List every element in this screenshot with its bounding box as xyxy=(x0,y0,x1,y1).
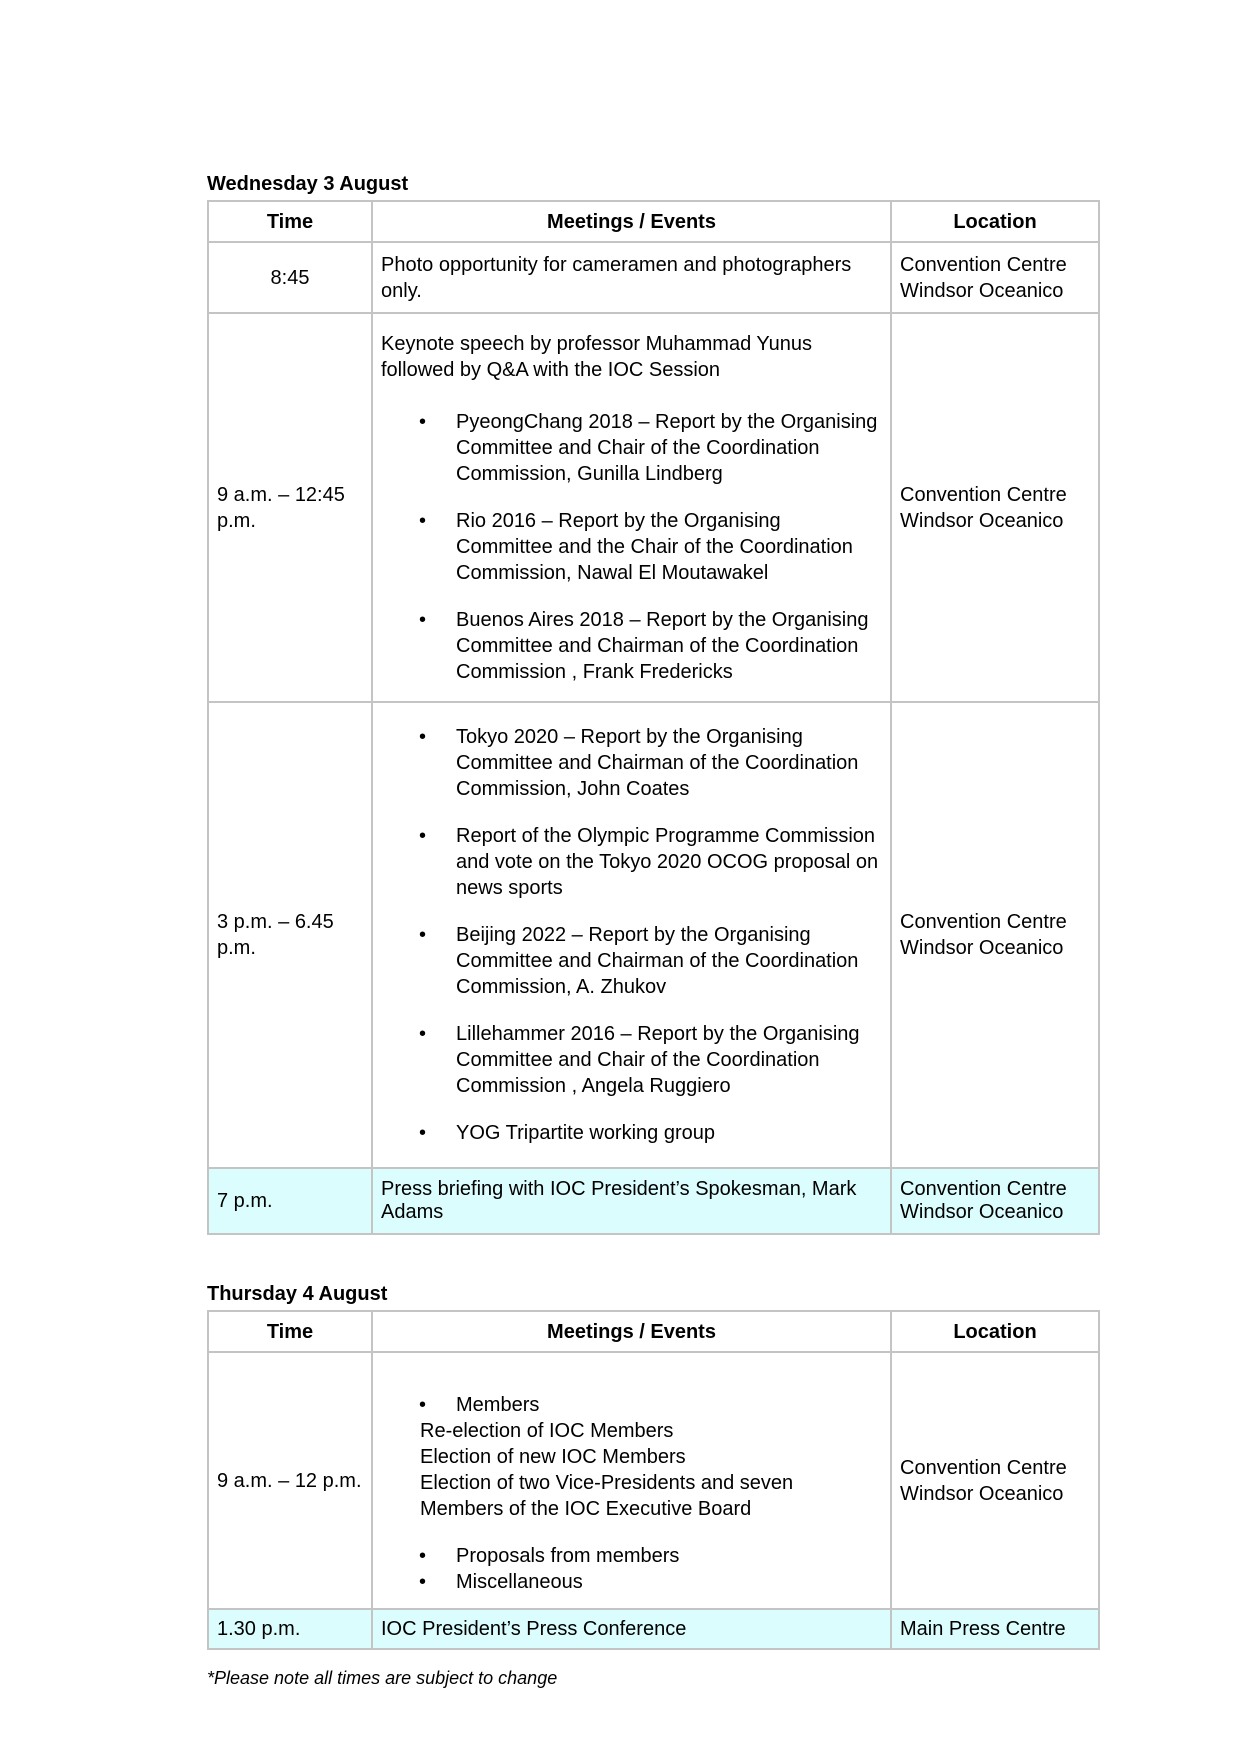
location-line: Windsor Oceanico xyxy=(900,279,1064,302)
table-header-row xyxy=(208,1311,1099,1352)
location-cell xyxy=(891,1609,1099,1649)
schedule-table-thursday xyxy=(207,1310,1100,1650)
location-cell xyxy=(891,1352,1099,1609)
day-heading-wednesday: Wednesday 3 August xyxy=(207,173,409,195)
footnote: *Please note all times are subject to change xyxy=(207,1668,558,1688)
list-item: • Miscellaneous xyxy=(381,1569,882,1595)
column-header-time: Time xyxy=(208,1311,372,1352)
event-bullet-list xyxy=(381,409,882,685)
event-text: Keynote speech by professor Muhammad Yunus followed by Q&A with the IOC Session xyxy=(381,332,812,381)
list-line: Election of new IOC Members xyxy=(420,1446,686,1468)
list-item: • Tokyo 2020 – Report by the Organising Committee and Chairman of the Coordination Commission, John Coates xyxy=(381,724,882,802)
list-item: • Buenos Aires 2018 – Report by the Organising Committee and Chairman of the Coordination Commission , Frank Fredericks xyxy=(381,607,882,685)
table-row xyxy=(208,1352,1099,1609)
list-item: • Rio 2016 – Report by the Organising Committee and the Chair of the Coordination Commission, Nawal El Moutawakel xyxy=(381,508,882,586)
column-header-location: Location xyxy=(891,201,1099,242)
column-header-location: Location xyxy=(891,1311,1099,1352)
event-bullet-list xyxy=(381,1392,882,1418)
location-line: Windsor Oceanico xyxy=(900,937,1064,959)
location-line: Convention Centre xyxy=(900,911,1067,933)
time-cell: 9 a.m. – 12:45 p.m. xyxy=(208,313,372,702)
time-cell: 9 a.m. – 12 p.m. xyxy=(208,1352,372,1609)
list-item: • Report of the Olympic Programme Commission and vote on the Tokyo 2020 OCOG proposal on news sports xyxy=(381,823,882,901)
time-cell: 7 p.m. xyxy=(208,1168,372,1234)
list-item: • YOG Tripartite working group xyxy=(381,1120,882,1146)
day-heading-thursday: Thursday 4 August xyxy=(207,1283,388,1305)
location-line: Windsor Oceanico xyxy=(900,509,1064,532)
event-bullet-list xyxy=(381,724,882,1146)
location-line: Main Press Centre xyxy=(900,1618,1066,1640)
event-cell: Photo opportunity for cameramen and photographers only. xyxy=(372,242,891,313)
location-cell xyxy=(891,242,1099,313)
event-cell xyxy=(372,313,891,702)
event-cell xyxy=(372,1352,891,1609)
location-line: Convention Centre xyxy=(900,1456,1067,1479)
table-row xyxy=(208,313,1099,702)
list-item: • Proposals from members xyxy=(381,1543,882,1569)
event-cell: IOC President’s Press Conference xyxy=(372,1609,891,1649)
list-item: • Members xyxy=(381,1392,882,1418)
location-cell xyxy=(891,1168,1099,1234)
column-header-events: Meetings / Events xyxy=(372,201,891,242)
location-cell xyxy=(891,702,1099,1168)
list-line: Election of two Vice-Presidents and seven xyxy=(420,1472,794,1494)
event-cell: Press briefing with IOC President’s Spokesman, Mark Adams xyxy=(372,1168,891,1234)
list-line: Re-election of IOC Members xyxy=(420,1420,674,1442)
list-item: • PyeongChang 2018 – Report by the Organising Committee and Chair of the Coordination Commission, Gunilla Lindberg xyxy=(381,409,882,487)
table-row xyxy=(208,702,1099,1168)
table-row xyxy=(208,1609,1099,1649)
event-cell xyxy=(372,702,891,1168)
list-line: Members of the IOC Executive Board xyxy=(420,1498,752,1520)
table-header-row xyxy=(208,201,1099,242)
table-row xyxy=(208,242,1099,313)
list-item: • Lillehammer 2016 – Report by the Organising Committee and Chair of the Coordination Commission , Angela Ruggiero xyxy=(381,1021,882,1099)
location-line: Windsor Oceanico xyxy=(900,1201,1064,1223)
event-bullet-list xyxy=(381,1543,882,1595)
time-cell: 8:45 xyxy=(208,242,372,313)
schedule-table-wednesday xyxy=(207,200,1100,1235)
column-header-events: Meetings / Events xyxy=(372,1311,891,1352)
location-line: Convention Centre xyxy=(900,253,1067,276)
location-line: Windsor Oceanico xyxy=(900,1482,1064,1505)
location-line: Convention Centre xyxy=(900,1178,1067,1200)
election-lines xyxy=(381,1418,882,1522)
location-cell xyxy=(891,313,1099,702)
time-cell: 3 p.m. – 6.45 p.m. xyxy=(208,702,372,1168)
column-header-time: Time xyxy=(208,201,372,242)
location-line: Convention Centre xyxy=(900,483,1067,506)
list-item: • Beijing 2022 – Report by the Organising Committee and Chairman of the Coordination Commission, A. Zhukov xyxy=(381,922,882,1000)
table-row xyxy=(208,1168,1099,1234)
time-cell: 1.30 p.m. xyxy=(208,1609,372,1649)
